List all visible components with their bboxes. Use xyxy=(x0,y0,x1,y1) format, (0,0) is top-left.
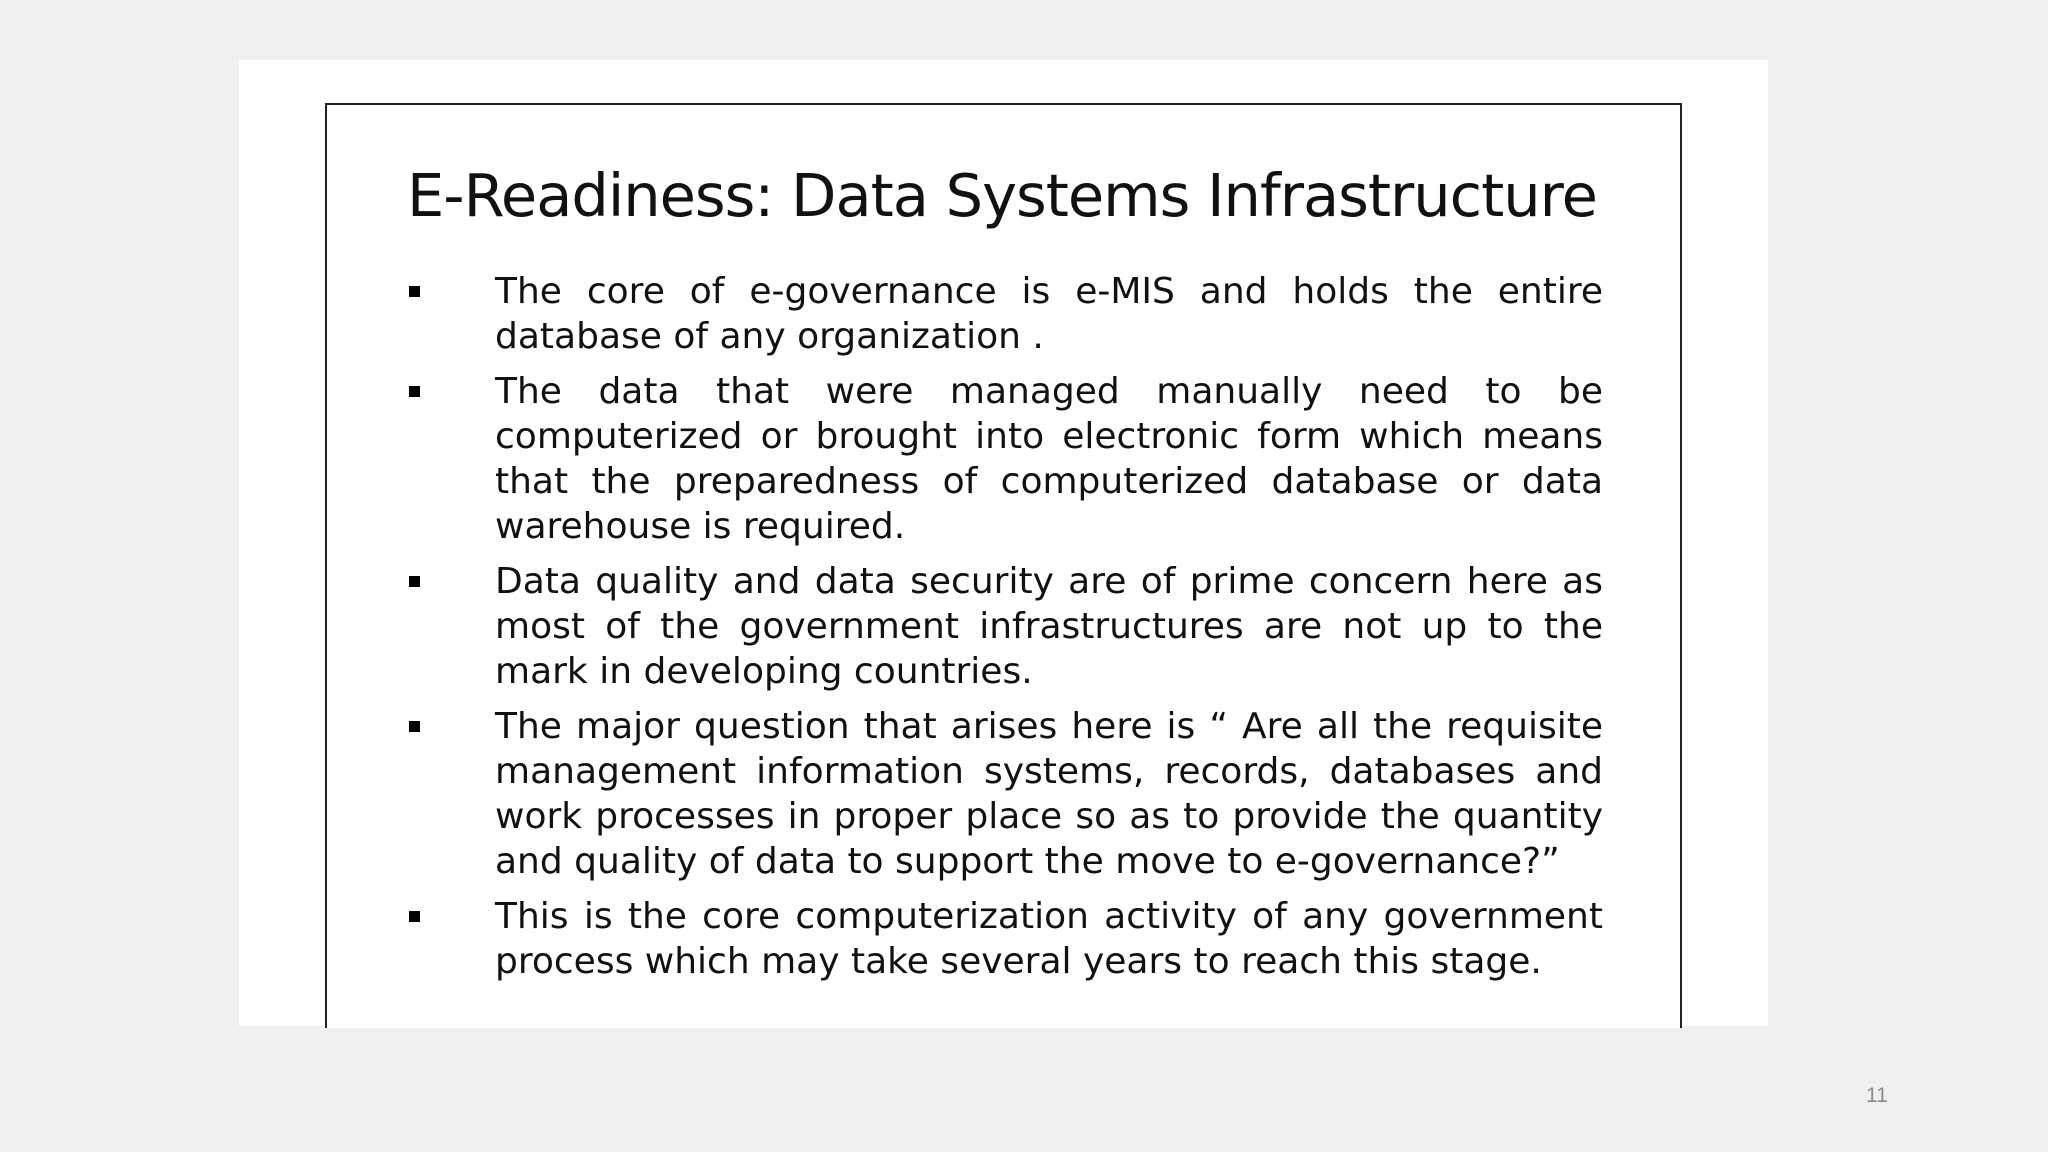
bullet-text: Data quality and data security are of prime concern here as most of the government infrastructures are not up to the mark in developing countries. xyxy=(495,561,1603,692)
bullet-item xyxy=(407,369,1603,549)
bullet-text: The data that were managed manually need to be computerized or brought into electronic form which means that the preparedness of computerized database or data warehouse is required. xyxy=(495,371,1603,547)
bullet-text: The core of e-governance is e-MIS and holds the entire database of any organization . xyxy=(495,271,1603,357)
bullet-text: This is the core computerization activity of any government process which may take several years to reach this stage. xyxy=(495,896,1603,982)
square-bullet-icon xyxy=(409,386,420,397)
bullet-list xyxy=(407,269,1603,994)
slide-title: E-Readiness: Data Systems Infrastructure xyxy=(407,161,1597,230)
content-frame xyxy=(325,103,1682,1028)
bullet-text: The major question that arises here is “ Are all the requisite management information systems, records, databases and work processes in proper place so as to provide the quantity and quality of data to support the move to e-governance?” xyxy=(495,706,1603,882)
bullet-item xyxy=(407,894,1603,984)
bullet-item xyxy=(407,704,1603,884)
square-bullet-icon xyxy=(409,286,420,297)
page-number: 11 xyxy=(1866,1084,1888,1107)
bullet-item xyxy=(407,559,1603,694)
bullet-item xyxy=(407,269,1603,359)
square-bullet-icon xyxy=(409,911,420,922)
square-bullet-icon xyxy=(409,576,420,587)
slide-image xyxy=(239,60,1768,1026)
square-bullet-icon xyxy=(409,721,420,732)
